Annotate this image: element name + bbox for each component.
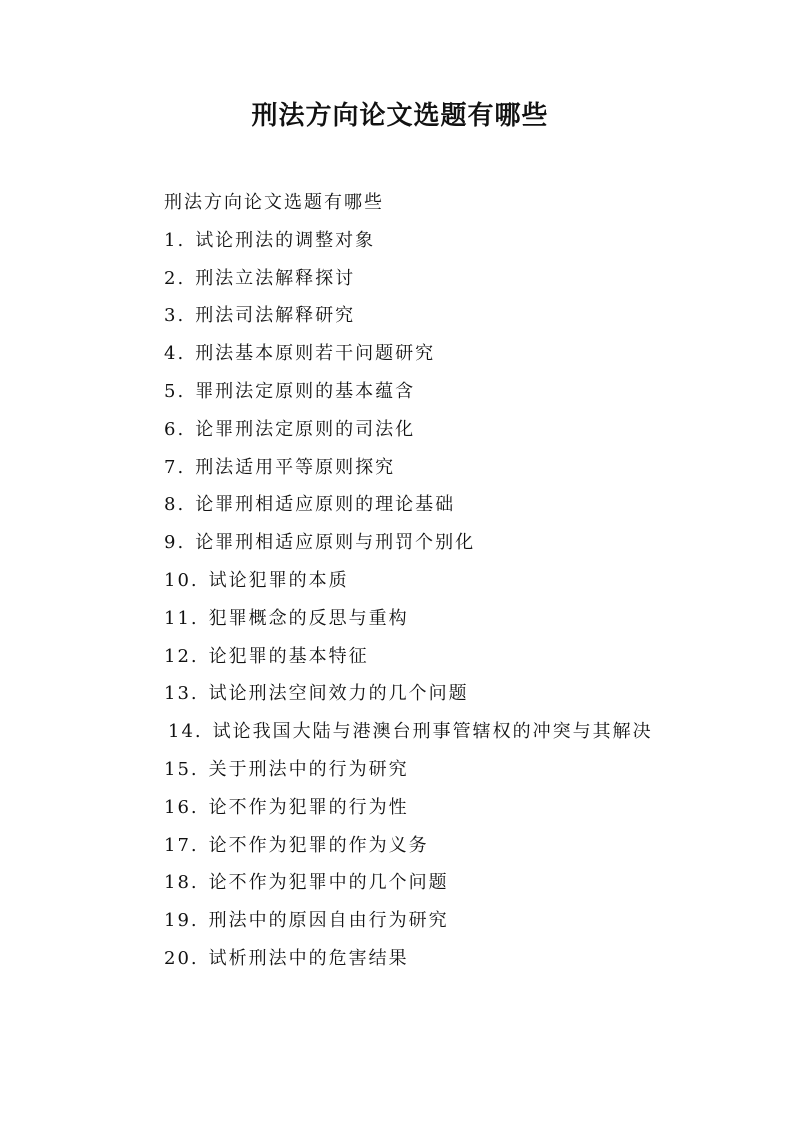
item-number: 11. <box>164 607 199 629</box>
list-item <box>120 940 690 978</box>
list-item <box>120 902 690 940</box>
list-item <box>120 675 690 713</box>
item-text: 论犯罪的基本特征 <box>208 645 369 667</box>
item-text: 论罪刑相适应原则的理论基础 <box>195 494 456 516</box>
item-number: 7. <box>164 456 186 478</box>
item-number: 15. <box>164 758 199 780</box>
item-text: 刑法基本原则若干问题研究 <box>195 343 436 365</box>
list-item <box>120 486 690 524</box>
item-number: 9. <box>164 532 186 554</box>
item-number: 2. <box>164 267 186 289</box>
list-item <box>120 524 690 562</box>
item-number: 13. <box>164 683 199 705</box>
list-item <box>120 751 690 789</box>
list-item <box>120 411 690 449</box>
item-text: 论不作为犯罪的作为义务 <box>208 834 429 856</box>
item-number: 8. <box>164 494 186 516</box>
list-item <box>120 827 690 865</box>
item-number: 4. <box>164 343 186 365</box>
list-item <box>120 373 690 411</box>
item-text: 论不作为犯罪中的几个问题 <box>208 872 449 894</box>
item-text: 犯罪概念的反思与重构 <box>208 607 409 629</box>
list-item <box>120 789 690 827</box>
list-item <box>120 713 690 751</box>
item-number: 20. <box>164 947 199 969</box>
intro-paragraph: 刑法方向论文选题有哪些 <box>164 192 384 213</box>
item-number: 16. <box>164 796 199 818</box>
item-text: 试论刑法空间效力的几个问题 <box>208 683 469 705</box>
list-item <box>120 449 690 487</box>
item-number: 10. <box>164 569 199 591</box>
item-text: 试论刑法的调整对象 <box>195 229 376 251</box>
item-text: 刑法适用平等原则探究 <box>195 456 396 478</box>
list-item <box>120 562 690 600</box>
item-text: 试论我国大陆与港澳台刑事管辖权的冲突与其解决 <box>212 721 653 743</box>
item-text: 论罪刑法定原则的司法化 <box>195 418 416 440</box>
item-text: 刑法立法解释探讨 <box>195 267 356 289</box>
item-text: 论罪刑相适应原则与刑罚个别化 <box>195 532 476 554</box>
list-item <box>120 297 690 335</box>
item-number: 18. <box>164 872 199 894</box>
item-text: 试论犯罪的本质 <box>208 569 349 591</box>
item-text: 刑法司法解释研究 <box>195 305 356 327</box>
list-item <box>120 600 690 638</box>
item-number: 19. <box>164 910 199 932</box>
item-number: 5. <box>164 380 186 402</box>
item-number: 14. <box>168 721 203 743</box>
item-text: 关于刑法中的行为研究 <box>208 758 409 780</box>
document-title: 刑法方向论文选题有哪些 <box>251 101 549 131</box>
item-number: 17. <box>164 834 199 856</box>
list-item <box>120 222 690 260</box>
item-number: 12. <box>164 645 199 667</box>
item-number: 3. <box>164 305 186 327</box>
list-item <box>120 335 690 373</box>
list-item <box>120 260 690 298</box>
list-item <box>120 864 690 902</box>
item-text: 论不作为犯罪的行为性 <box>208 796 409 818</box>
document-body <box>120 184 690 978</box>
list-item <box>120 638 690 676</box>
item-text: 罪刑法定原则的基本蕴含 <box>195 380 416 402</box>
item-text: 刑法中的原因自由行为研究 <box>208 910 449 932</box>
item-text: 试析刑法中的危害结果 <box>208 947 409 969</box>
item-number: 1. <box>164 229 186 251</box>
item-number: 6. <box>164 418 186 440</box>
